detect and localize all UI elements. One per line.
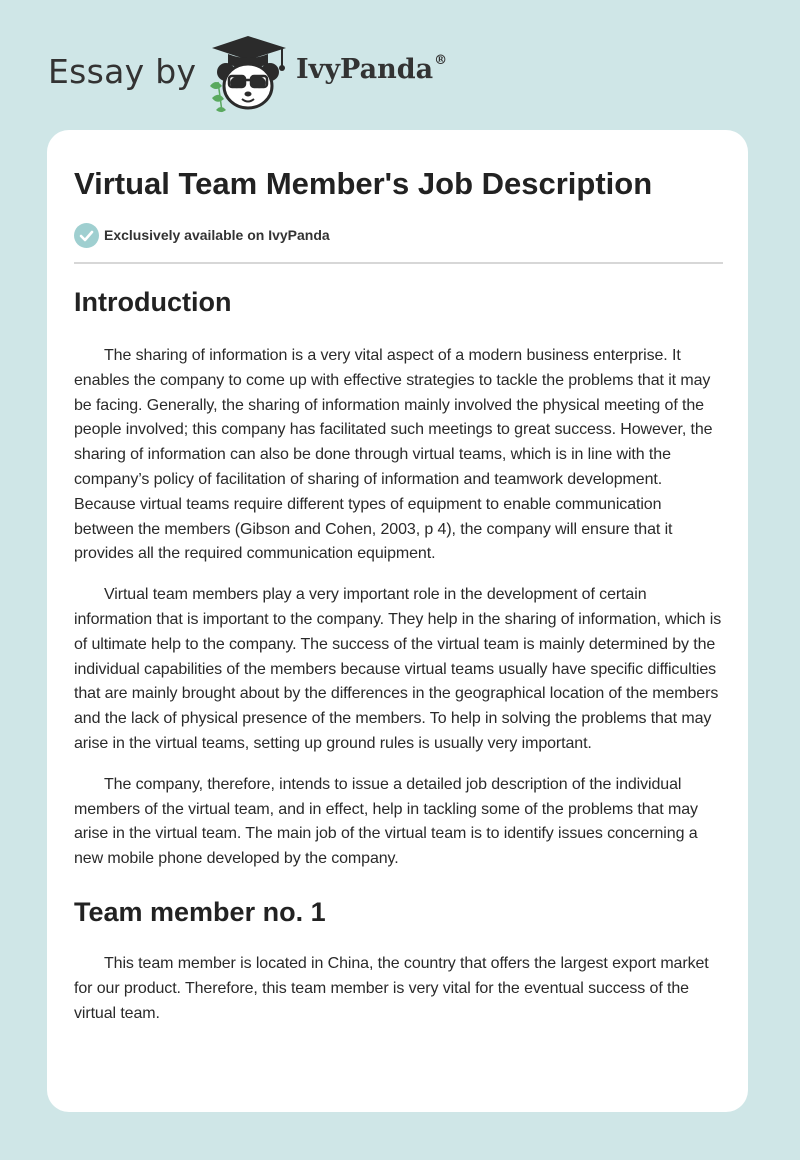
page-title: Virtual Team Member's Job Description <box>74 166 653 201</box>
ivypanda-logo-icon[interactable] <box>202 34 294 114</box>
registered-mark: ® <box>434 53 448 68</box>
article-body <box>74 280 723 1026</box>
paragraph: Virtual team members play a very important role in the development of certain information that is important to the company. They help in the sharing of information, which is of ultimate help to the company. The success of the virtual team is mainly determined by the individual capabilities of the members because virtual teams usually have specific difficulties that are mainly brought about by the differences in the geographical location of the members and the lack of physical presence of the members. To help in solving the problems that may arise in the virtual teams, setting up ground rules is usually very important. <box>74 586 722 752</box>
brand-name[interactable]: IvyPanda® <box>296 53 448 85</box>
site-header <box>48 30 568 114</box>
article-card <box>47 130 748 1112</box>
section-heading-team-member-1: Team member no. 1 <box>74 896 326 927</box>
section-heading-introduction: Introduction <box>74 287 232 317</box>
paragraph: The sharing of information is a very vital aspect of a modern business enterprise. It enables the company to come up with effective strategies to tackle the problems that it may be facing. Generally, the sharing of information mainly involved the physical meeting of the people involved; this company has facilitated such meetings to great success. However, the sharing of information can also be done through virtual teams, which is in line with the company’s policy of facilitation of sharing of information and teamwork development. Because virtual teams require different types of equipment to enable communication between the members (Gibson and Cohen, 2003, p 4), the company will ensure that it provides all the required communication equipment. <box>74 347 713 563</box>
exclusive-label: Exclusively available on IvyPanda <box>104 227 330 243</box>
exclusive-badge <box>74 222 330 248</box>
paragraph: This team member is located in China, the country that offers the largest export market for our product. Therefore, this team member is very vital for the eventual success of the virtual team. <box>74 954 709 1022</box>
paragraph: The company, therefore, intends to issue a detailed job description of the individual members of the virtual team, and in effect, help in tackling some of the problems that may arise in the virtual team. The main job of the virtual team is to identify issues concerning a new mobile phone developed by the company. <box>74 775 698 868</box>
title-divider <box>74 262 723 264</box>
check-icon <box>74 223 99 248</box>
essay-by-label: Essay by <box>48 52 197 91</box>
